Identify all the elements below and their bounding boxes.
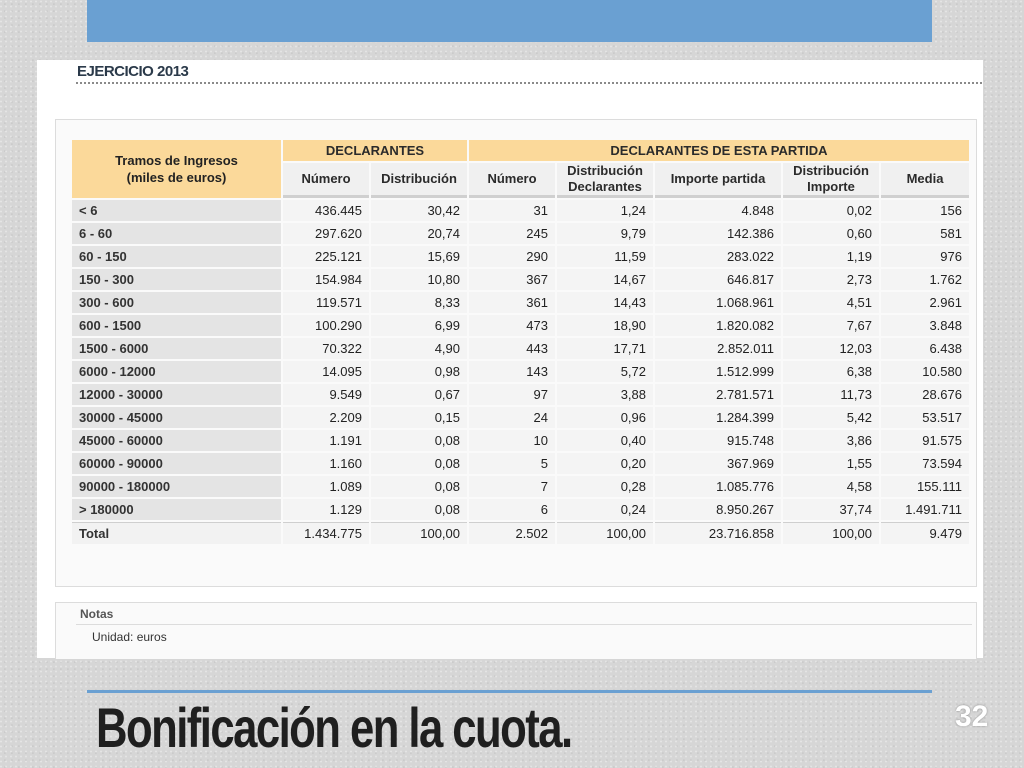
bracket-label: Total [72, 522, 281, 544]
table-cell: 5,42 [783, 407, 879, 428]
bracket-label: 300 - 600 [72, 292, 281, 313]
table-cell: 0,60 [783, 223, 879, 244]
column-header-text: Declarantes [568, 179, 642, 194]
header-tramos-line1: Tramos de Ingresos [115, 153, 238, 168]
table-cell: 3,86 [783, 430, 879, 451]
top-accent-bar [87, 0, 932, 42]
column-header [283, 163, 369, 198]
table-cell: 20,74 [371, 223, 467, 244]
notes-container [55, 602, 977, 659]
table-cell: 283.022 [655, 246, 781, 267]
table-cell: 245 [469, 223, 555, 244]
table-row [72, 246, 969, 267]
bracket-label: 150 - 300 [72, 269, 281, 290]
table-cell: 5,72 [557, 361, 653, 382]
table-row [72, 292, 969, 313]
table-cell: 3.848 [881, 315, 969, 336]
table-cell: 70.322 [283, 338, 369, 359]
table-cell: 100,00 [371, 522, 467, 544]
table-cell: 1.085.776 [655, 476, 781, 497]
table-row [72, 384, 969, 405]
table-row [72, 430, 969, 451]
table-cell: 2.209 [283, 407, 369, 428]
table-cell: 2,73 [783, 269, 879, 290]
column-header-text: Distribución [793, 163, 869, 178]
table-cell: 0,20 [557, 453, 653, 474]
header-group-partida: DECLARANTES DE ESTA PARTIDA [469, 140, 969, 161]
table-cell: 143 [469, 361, 555, 382]
table-cell: 1.820.082 [655, 315, 781, 336]
table-row [72, 407, 969, 428]
table-cell: 100,00 [783, 522, 879, 544]
table-cell: 4,58 [783, 476, 879, 497]
table-cell: 1.434.775 [283, 522, 369, 544]
table-cell: 0,08 [371, 499, 467, 520]
bracket-label: 1500 - 6000 [72, 338, 281, 359]
table-cell: 1.129 [283, 499, 369, 520]
table-cell: 1.160 [283, 453, 369, 474]
table-cell: 142.386 [655, 223, 781, 244]
table-cell: 4.848 [655, 200, 781, 221]
table-cell: 1.089 [283, 476, 369, 497]
bracket-label: 60000 - 90000 [72, 453, 281, 474]
table-cell: 0,02 [783, 200, 879, 221]
bracket-label: 60 - 150 [72, 246, 281, 267]
table-cell: 0,67 [371, 384, 467, 405]
table-cell: 1.512.999 [655, 361, 781, 382]
table-cell: 24 [469, 407, 555, 428]
table-cell: 14.095 [283, 361, 369, 382]
notes-divider [76, 624, 972, 625]
table-cell: 6,38 [783, 361, 879, 382]
table-cell: 0,98 [371, 361, 467, 382]
income-brackets-table [70, 138, 971, 546]
table-cell: 8,33 [371, 292, 467, 313]
table-cell: 2.852.011 [655, 338, 781, 359]
table-cell: 1,24 [557, 200, 653, 221]
table-cell: 14,67 [557, 269, 653, 290]
column-header-text: Importe [807, 179, 855, 194]
table-cell: 5 [469, 453, 555, 474]
bracket-label: 30000 - 45000 [72, 407, 281, 428]
table-row [72, 223, 969, 244]
column-header-text: Distribución [381, 171, 457, 186]
table-cell: 443 [469, 338, 555, 359]
column-header [371, 163, 467, 198]
table-cell: 73.594 [881, 453, 969, 474]
total-row [72, 522, 969, 544]
table-cell: 976 [881, 246, 969, 267]
table-row [72, 269, 969, 290]
table-row [72, 315, 969, 336]
table-cell: 28.676 [881, 384, 969, 405]
bracket-label: 45000 - 60000 [72, 430, 281, 451]
header-tramos-line2: (miles de euros) [126, 170, 227, 185]
column-header-text: Número [301, 171, 351, 186]
header-tramos [72, 140, 281, 198]
table-cell: 646.817 [655, 269, 781, 290]
bracket-label: > 180000 [72, 499, 281, 520]
table-row [72, 499, 969, 520]
table-cell: 915.748 [655, 430, 781, 451]
table-cell: 31 [469, 200, 555, 221]
slide-number: 32 [955, 700, 989, 733]
table-cell: 1.491.711 [881, 499, 969, 520]
table-cell: 91.575 [881, 430, 969, 451]
table-cell: 7,67 [783, 315, 879, 336]
table-cell: 37,74 [783, 499, 879, 520]
table-cell: 1.762 [881, 269, 969, 290]
column-header [557, 163, 653, 198]
bracket-label: 90000 - 180000 [72, 476, 281, 497]
table-cell: 2.961 [881, 292, 969, 313]
table-cell: 0,08 [371, 430, 467, 451]
table-cell: 1.191 [283, 430, 369, 451]
bracket-label: 12000 - 30000 [72, 384, 281, 405]
bracket-label: 6000 - 12000 [72, 361, 281, 382]
table-cell: 100,00 [557, 522, 653, 544]
section-title: EJERCICIO 2013 [77, 63, 189, 80]
table-row [72, 453, 969, 474]
table-cell: 155.111 [881, 476, 969, 497]
table-cell: 6,99 [371, 315, 467, 336]
bracket-label: < 6 [72, 200, 281, 221]
section-title-rule [76, 82, 982, 84]
header-group-declarantes: DECLARANTES [283, 140, 467, 161]
table-cell: 1.068.961 [655, 292, 781, 313]
table-cell: 367 [469, 269, 555, 290]
table-row [72, 476, 969, 497]
column-header-text: Media [906, 171, 944, 186]
table-cell: 436.445 [283, 200, 369, 221]
table-cell: 6.438 [881, 338, 969, 359]
bracket-label: 6 - 60 [72, 223, 281, 244]
table-cell: 18,90 [557, 315, 653, 336]
table-cell: 15,69 [371, 246, 467, 267]
column-header-text: Distribución [567, 163, 643, 178]
table-cell: 7 [469, 476, 555, 497]
table-cell: 154.984 [283, 269, 369, 290]
table-cell: 0,08 [371, 453, 467, 474]
slide-title: Bonificación en la cuota. [96, 696, 572, 759]
table-cell: 100.290 [283, 315, 369, 336]
bracket-label: 600 - 1500 [72, 315, 281, 336]
table-cell: 1,55 [783, 453, 879, 474]
table-cell: 225.121 [283, 246, 369, 267]
table-cell: 0,96 [557, 407, 653, 428]
table-cell: 0,40 [557, 430, 653, 451]
table-cell: 10 [469, 430, 555, 451]
table-cell: 473 [469, 315, 555, 336]
notes-text: Unidad: euros [92, 630, 167, 644]
title-accent-rule [87, 690, 932, 693]
table-row [72, 200, 969, 221]
table-cell: 3,88 [557, 384, 653, 405]
table-cell: 156 [881, 200, 969, 221]
table-cell: 1.284.399 [655, 407, 781, 428]
table-cell: 581 [881, 223, 969, 244]
table-cell: 6 [469, 499, 555, 520]
table-cell: 97 [469, 384, 555, 405]
table-cell: 12,03 [783, 338, 879, 359]
notes-title: Notas [80, 607, 114, 621]
table-cell: 0,15 [371, 407, 467, 428]
table-cell: 119.571 [283, 292, 369, 313]
table-cell: 4,51 [783, 292, 879, 313]
table-cell: 23.716.858 [655, 522, 781, 544]
column-header-text: Número [487, 171, 537, 186]
table-cell: 11,59 [557, 246, 653, 267]
column-header [783, 163, 879, 198]
table-cell: 9.549 [283, 384, 369, 405]
column-header-text: Importe partida [670, 171, 766, 186]
table-cell: 2.781.571 [655, 384, 781, 405]
table-cell: 2.502 [469, 522, 555, 544]
table-row [72, 361, 969, 382]
table-cell: 14,43 [557, 292, 653, 313]
table-cell: 10,80 [371, 269, 467, 290]
table-cell: 10.580 [881, 361, 969, 382]
table-cell: 297.620 [283, 223, 369, 244]
table-cell: 17,71 [557, 338, 653, 359]
table-row [72, 338, 969, 359]
table-cell: 367.969 [655, 453, 781, 474]
table-cell: 30,42 [371, 200, 467, 221]
column-header [881, 163, 969, 198]
column-header [655, 163, 781, 198]
table-cell: 11,73 [783, 384, 879, 405]
table-cell: 4,90 [371, 338, 467, 359]
table-cell: 9.479 [881, 522, 969, 544]
table-cell: 8.950.267 [655, 499, 781, 520]
table-cell: 0,08 [371, 476, 467, 497]
table-cell: 290 [469, 246, 555, 267]
table-cell: 53.517 [881, 407, 969, 428]
table-cell: 0,24 [557, 499, 653, 520]
table-cell: 361 [469, 292, 555, 313]
table-cell: 0,28 [557, 476, 653, 497]
column-header [469, 163, 555, 198]
table-cell: 9,79 [557, 223, 653, 244]
table-cell: 1,19 [783, 246, 879, 267]
